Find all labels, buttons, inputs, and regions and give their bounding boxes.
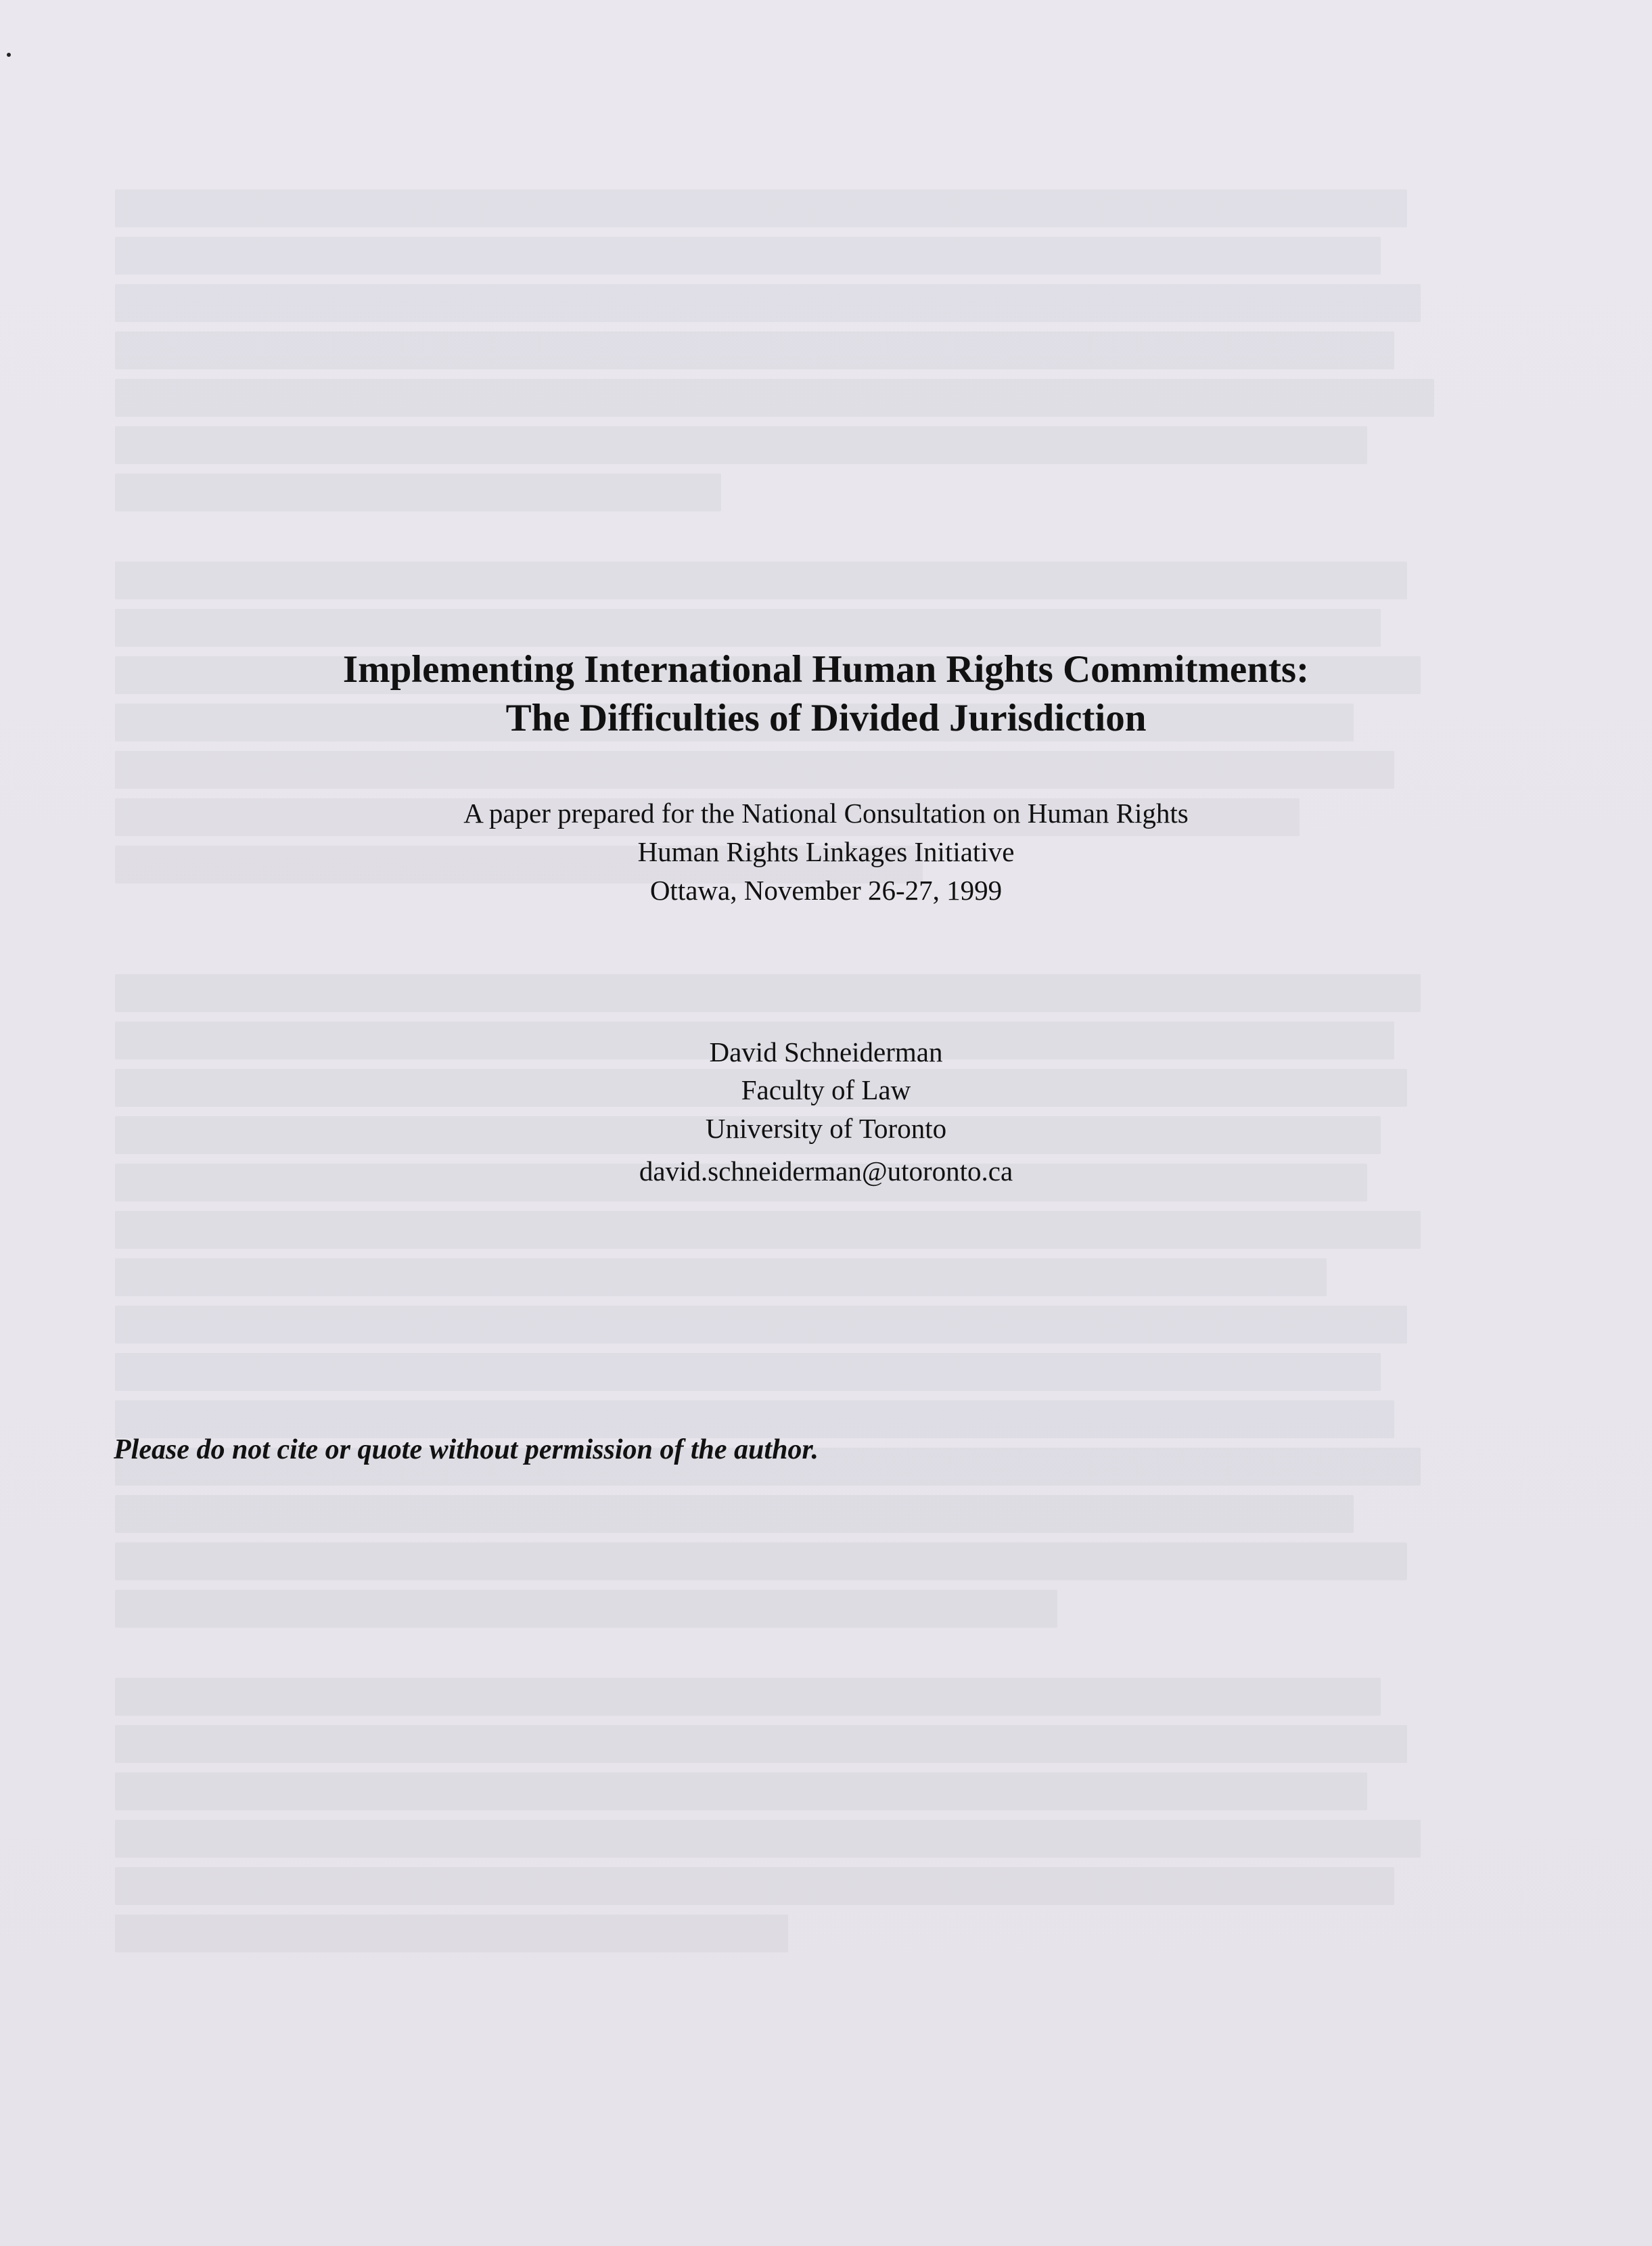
paper-info-initiative: Human Rights Linkages Initiative [637,836,1015,867]
author-email: david.schneiderman@utoronto.ca [639,1155,1013,1187]
paper-info-consultation: A paper prepared for the National Consultation on Human Rights [463,798,1189,829]
author-faculty: Faculty of Law [741,1074,911,1105]
author-name: David Schneiderman [709,1036,943,1068]
scan-speck [7,53,11,57]
document-title-line2: The Difficulties of Divided Jurisdiction [505,697,1147,739]
document-title-line1: Implementing International Human Rights Commitments: [342,648,1310,691]
author-university: University of Toronto [705,1113,947,1144]
paper-info-date: Ottawa, November 26-27, 1999 [649,875,1003,906]
citation-notice: Please do not cite or quote without permission of the author. [114,1434,819,1465]
